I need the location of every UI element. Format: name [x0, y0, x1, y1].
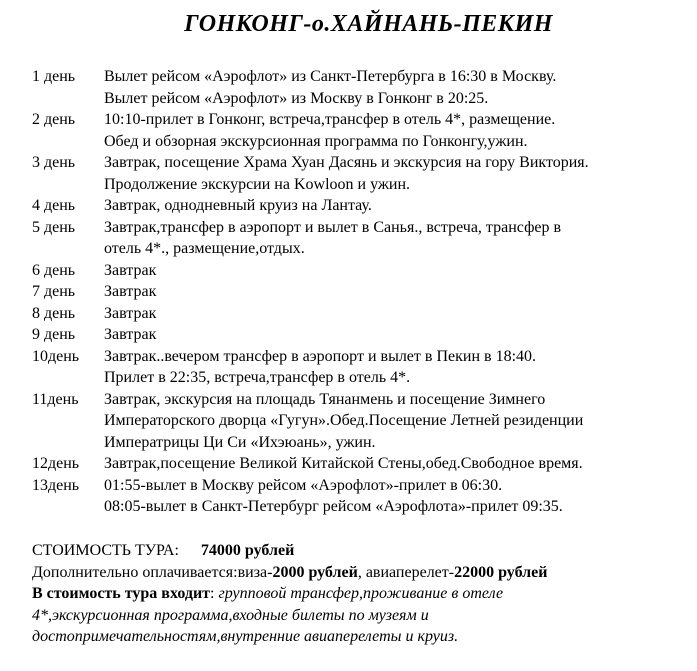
day-row — [32, 217, 682, 260]
day-row — [32, 260, 682, 282]
day-label: 13день — [32, 476, 80, 494]
day-description — [104, 475, 682, 518]
day-row — [32, 66, 682, 109]
tour-cost-label: СТОИМОСТЬ ТУРА: — [32, 542, 179, 559]
day-description-line: Вылет рейсом «Аэрофлот» из Санкт-Петербурга в 16:30 в Москву. — [104, 68, 557, 85]
day-label: 3 день — [32, 154, 76, 171]
day-description — [104, 324, 682, 346]
day-label: 9 день — [32, 326, 76, 343]
day-description-line: Завтрак..вечером трансфер в аэропорт и вылет в Пекин в 18:40. — [104, 347, 537, 365]
day-description-line: Завтрак,посещение Великой Китайской Стены,обед.Свободное время. — [104, 455, 583, 472]
included-line-2: 4*,экскурсионная программа,входные билеты по музеям и — [32, 606, 429, 624]
day-row — [32, 475, 682, 518]
day-description-line: Завтрак — [104, 304, 157, 322]
extra-payment-line — [32, 562, 682, 584]
day-description — [104, 66, 682, 109]
extra-payment-prefix: Дополнительно оплачивается:виза- — [32, 563, 273, 581]
day-description — [104, 217, 682, 260]
day-description-line: 08:05-вылет в Санкт-Петербург рейсом «Аэрофлота»-прилет 09:35. — [104, 498, 563, 515]
day-description-line: Обед и обзорная экскурсионная программа по Гонконгу,ужин. — [104, 132, 528, 150]
day-description — [104, 109, 682, 152]
day-label: 7 день — [32, 283, 76, 300]
day-description-line: Императрицы Ци Си «Ихэюань», ужин. — [104, 433, 376, 451]
day-row — [32, 324, 682, 346]
day-description-line: Завтрак, посещение Храма Хуан Дасянь и экскурсия на гору Виктория. — [104, 154, 589, 171]
flight-price: 22000 рублей — [454, 563, 548, 581]
day-label: 6 день — [32, 261, 76, 279]
day-label: 11день — [32, 390, 79, 408]
day-description-line: Императорского дворца «Гугун».Обед.Посещение Летней резиденции — [104, 412, 584, 429]
day-description — [104, 260, 682, 282]
day-label: 8 день — [32, 304, 76, 322]
day-description — [104, 346, 682, 389]
day-row — [32, 389, 682, 454]
day-description-line: Завтрак — [104, 326, 157, 343]
day-label: 1 день — [32, 68, 76, 85]
day-row — [32, 195, 682, 217]
visa-price: 2000 рублей — [272, 563, 358, 581]
day-description — [104, 303, 682, 325]
day-label: 4 день — [32, 197, 76, 214]
included-text-1: групповой трансфер,проживание в отеле — [214, 585, 504, 602]
day-description-line: отель 4*., размещение,отдых. — [104, 240, 305, 257]
day-row — [32, 346, 682, 389]
day-description-line: Прилет в 22:35, встреча,трансфер в отель 4*. — [104, 369, 411, 386]
day-description-line: Завтрак — [104, 283, 157, 300]
page-title: ГОНКОНГ-о.ХАЙНАНЬ-ПЕКИН — [184, 11, 553, 37]
pricing-section — [32, 540, 682, 648]
tour-cost-value: 74000 рублей — [200, 542, 295, 559]
day-label: 2 день — [32, 111, 76, 128]
day-description-line: Завтрак — [104, 261, 157, 279]
day-description — [104, 195, 682, 217]
day-label: 5 день — [32, 218, 76, 236]
day-row — [32, 453, 682, 475]
day-description — [104, 453, 682, 475]
day-description-line: Вылет рейсом «Аэрофлот» из Москву в Гонконг в 20:25. — [104, 89, 489, 107]
day-row — [32, 152, 682, 195]
day-description-line: 10:10-прилет в Гонконг, встреча,трансфер в отель 4*, размещение. — [104, 111, 556, 128]
day-description-line: Продолжение экскурсии на Kowloon и ужин. — [104, 175, 411, 193]
extra-payment-middle: , авиаперелет- — [357, 563, 455, 581]
day-description — [104, 281, 682, 303]
day-description-line: Завтрак, однодневный круиз на Лантау. — [104, 197, 372, 214]
day-description-line: 01:55-вылет в Москву рейсом «Аэрофлот»-прилет в 06:30. — [104, 476, 503, 494]
day-row — [32, 281, 682, 303]
included-line-1 — [32, 583, 682, 605]
day-description-line: Завтрак, экскурсия на площадь Тянанмень и посещение Зимнего — [104, 390, 546, 408]
day-label: 12день — [32, 455, 80, 472]
day-description-line: Завтрак,трансфер в аэропорт и вылет в Санья., встреча, трансфер в — [104, 218, 562, 236]
included-label: В стоимость тура входит — [32, 585, 211, 602]
itinerary-list — [32, 66, 682, 518]
day-description — [104, 152, 682, 195]
day-description — [104, 389, 682, 454]
included-line-3: достопримечательностям,внутренние авиаперелеты и круиз. — [32, 628, 459, 645]
day-label: 10день — [32, 347, 80, 365]
day-row — [32, 303, 682, 325]
day-row — [32, 109, 682, 152]
included-colon: : — [210, 585, 215, 602]
tour-cost-line — [32, 540, 682, 562]
